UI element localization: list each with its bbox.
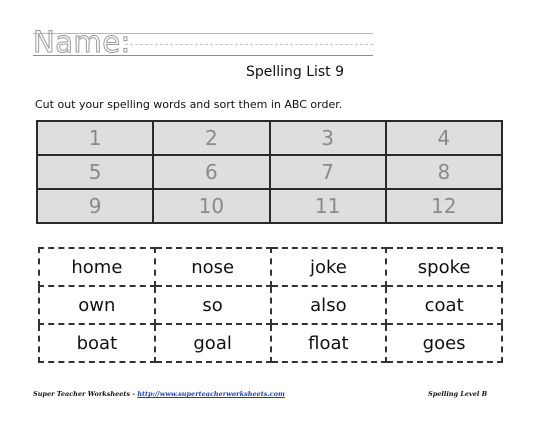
name-guide-mid-line (125, 44, 373, 45)
number-grid-row (37, 121, 502, 155)
page-title: Spelling List 9 (245, 64, 345, 80)
number-grid-row (37, 189, 502, 223)
number-cell: 12 (386, 189, 502, 223)
name-field (33, 24, 373, 58)
number-cell: 2 (153, 121, 269, 155)
footer-credit (33, 390, 285, 399)
word-card: so (155, 286, 271, 324)
word-card: boat (39, 324, 155, 362)
word-grid-row (39, 248, 502, 286)
word-card: float (271, 324, 387, 362)
number-cell: 8 (386, 155, 502, 189)
word-grid-row (39, 286, 502, 324)
word-card: nose (155, 248, 271, 286)
number-cell: 3 (270, 121, 386, 155)
word-card: home (39, 248, 155, 286)
word-card: goal (155, 324, 271, 362)
number-cell: 4 (386, 121, 502, 155)
number-cell: 5 (37, 155, 153, 189)
word-card: also (271, 286, 387, 324)
number-cell: 11 (270, 189, 386, 223)
word-cutout-grid (38, 247, 503, 363)
instructions: Cut out your spelling words and sort them in ABC order. (35, 98, 343, 111)
word-card: goes (386, 324, 502, 362)
name-label: Name: (33, 25, 131, 59)
word-card: own (39, 286, 155, 324)
word-card: coat (386, 286, 502, 324)
footer-credit-text: Super Teacher Worksheets - (33, 390, 138, 398)
number-cell: 7 (270, 155, 386, 189)
word-card: joke (271, 248, 387, 286)
number-cell: 6 (153, 155, 269, 189)
number-cell: 9 (37, 189, 153, 223)
footer-website-link[interactable]: http://www.superteacherworksheets.com (137, 390, 285, 398)
word-grid-row (39, 324, 502, 362)
word-card: spoke (386, 248, 502, 286)
number-grid-row (37, 155, 502, 189)
number-cell: 1 (37, 121, 153, 155)
number-grid (36, 120, 503, 224)
number-cell: 10 (153, 189, 269, 223)
footer-level: Spelling Level B (428, 390, 488, 398)
